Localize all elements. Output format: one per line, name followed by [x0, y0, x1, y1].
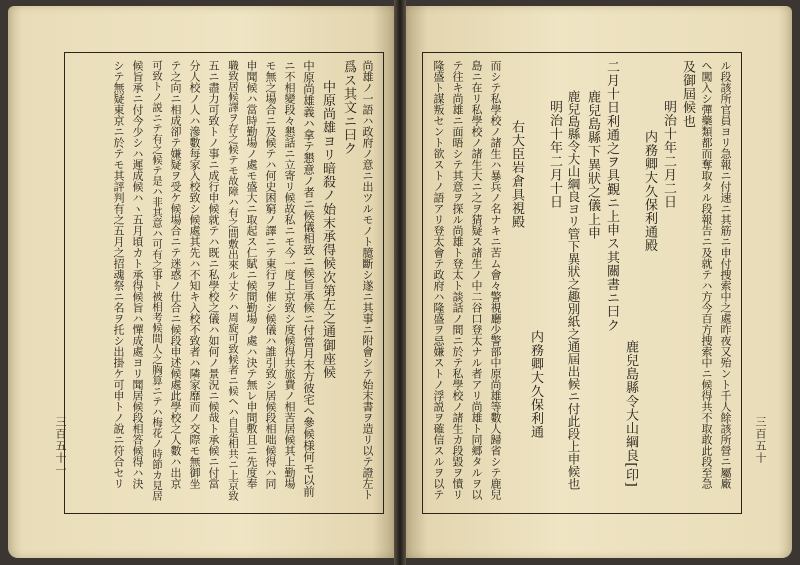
right-column: ヘ闖入シ彈藥類都而奪取タル段報告ニ及就テハ方今百方捜索中ニ候得共不取敢此段至急	[700, 60, 713, 489]
left-column: テ之向ニ相成卻テ嫌疑ヲ受ケ候場合ニテ迷惑ノ仕合ニ候段申述候處此學校之人數ハ出京	[169, 60, 182, 489]
left-column: 爲ス其文ニ曰ク	[341, 60, 356, 156]
right-column: ル段該所官員ヨリ急報ニ付速ニ其筋ニ申付捜索中之處昨夜又殆ント千人餘該所營ニ屬廠	[719, 60, 732, 489]
right-column: 内務卿大久保利通	[528, 330, 543, 439]
right-column: 明治十年二月十日	[547, 100, 562, 209]
right-column: 島ニ在リ私學校ノ諸生大ニ之ヲ猜疑ス諸生ノ中二谷口登太ナル者アリ尚雄ト同郷タルヲ以	[470, 60, 483, 500]
left-column: 尚雄ノ一語ハ政府ノ意ニ出ツルモノト臆斷シ遂ニ其事ニ附會シテ始末書ヲ造リ以テ證左ト	[361, 60, 374, 500]
right-column: 明治十年二月二日	[661, 100, 676, 209]
right-column: 鹿兒島縣令大山綱良[印]	[623, 340, 638, 488]
right-column: 隆盛ト謀叛セント欲ストノ語アリ登太會テ政府ハ隆盛ヲ忌嫌ストノ浮説ヲ確信スルヲ以テ	[432, 60, 445, 500]
right-column: 及御屆候也	[680, 60, 695, 128]
book-gutter	[394, 0, 406, 565]
left-column: 候旨承ニ付今少シハ遲成候ハヽ五月頃カト承得候旨ハ憚成處ヨリ聞居候段相答候得ハ決	[131, 60, 144, 489]
left-column: 申聞候ハ當時勤場ノ處モ盛大ニ取起ス仁賦ニ候間勤場ノ處ハ決テ無レ申間敷且ニ先度奉	[245, 60, 258, 489]
left-column: 五ニ盡力可致トノ事ニ成行申候就テハ既ニ私學校之儀ハ如何ノ景況ニ候哉ト承候ニ付當	[207, 60, 220, 489]
right-column: 而シテ私學校ノ諸生ハ暴兵ノ名ナキニ苦ム會々警視廳少警部中原尚雄等數人歸省シテ鹿兒	[489, 60, 502, 500]
right-column: 鹿兒島縣下異狀之儀上申	[585, 90, 600, 240]
right-column: 鹿兒島縣令大山綱良ヨリ管下異狀之趣別紙之通屆出候ニ付此段上申候也	[566, 90, 581, 490]
left-column: 分人校ノ人ハ滲數每家入校致シ候處其先ハ不知キ入校不致者ハ隣家靡而ノ交際モ無御坐	[188, 60, 201, 489]
left-column: シテ無疑東京ニ於テモ其評判有之五月之招魂祭ニ名ヲ托シ出掛ケ可申トノ說ニ符合セリ	[112, 60, 125, 489]
right-column: 二月十日利通之ヲ具覲ニ上申ス其關書ニ曰ク	[604, 60, 619, 332]
left-column: 中原尚雄義ハ拿テ懇意ノ者ニ候儀相致ニ候旨承候ニ付當月末方彼宅ヘ參候様何モ以前	[302, 60, 316, 497]
left-column: 可致トノ説ニテ有之候テ是ハ非其意ハ可有之事ト被相考候間人之胸算ニテハ梅花ノ時節カ見居	[151, 60, 163, 501]
left-page-number: 三百五十一	[54, 416, 67, 476]
right-column: 内務卿大久保利通殿	[642, 130, 657, 253]
right-page-number: 三百五十	[754, 416, 767, 464]
left-column: 職致居候譯ヲ存之候テモ故障ハ有之間敷出來ル丈ケハ周旋可致候者ニ候ヘハ自是相共ニ上京致	[227, 60, 239, 501]
left-column: ニ不相變段々懇話ニ立寄リ候故私ニモ今一度上京致シ度候得共旅費ノ相苦居候其上勤場	[283, 60, 296, 489]
left-column: 中原尚雄ヨリ暗殺ノ始末承得候次第左之通御座候	[320, 80, 335, 380]
right-column: 右大臣岩倉具視殿	[509, 120, 524, 229]
right-column: テ往キ尚雄ニ面晤シテ其意ヲ探ル尚雄ト登太ト談話ノ間ニ於テ私學校ノ諸生カ段毀ヲ憤リ	[451, 60, 464, 500]
left-column: モ無之場合ニ及候テハ何史困窮ノ譯ニテ東行ヲ催シ候儀ハ誰引致シ居候段相咄候得ハ同	[264, 60, 277, 489]
